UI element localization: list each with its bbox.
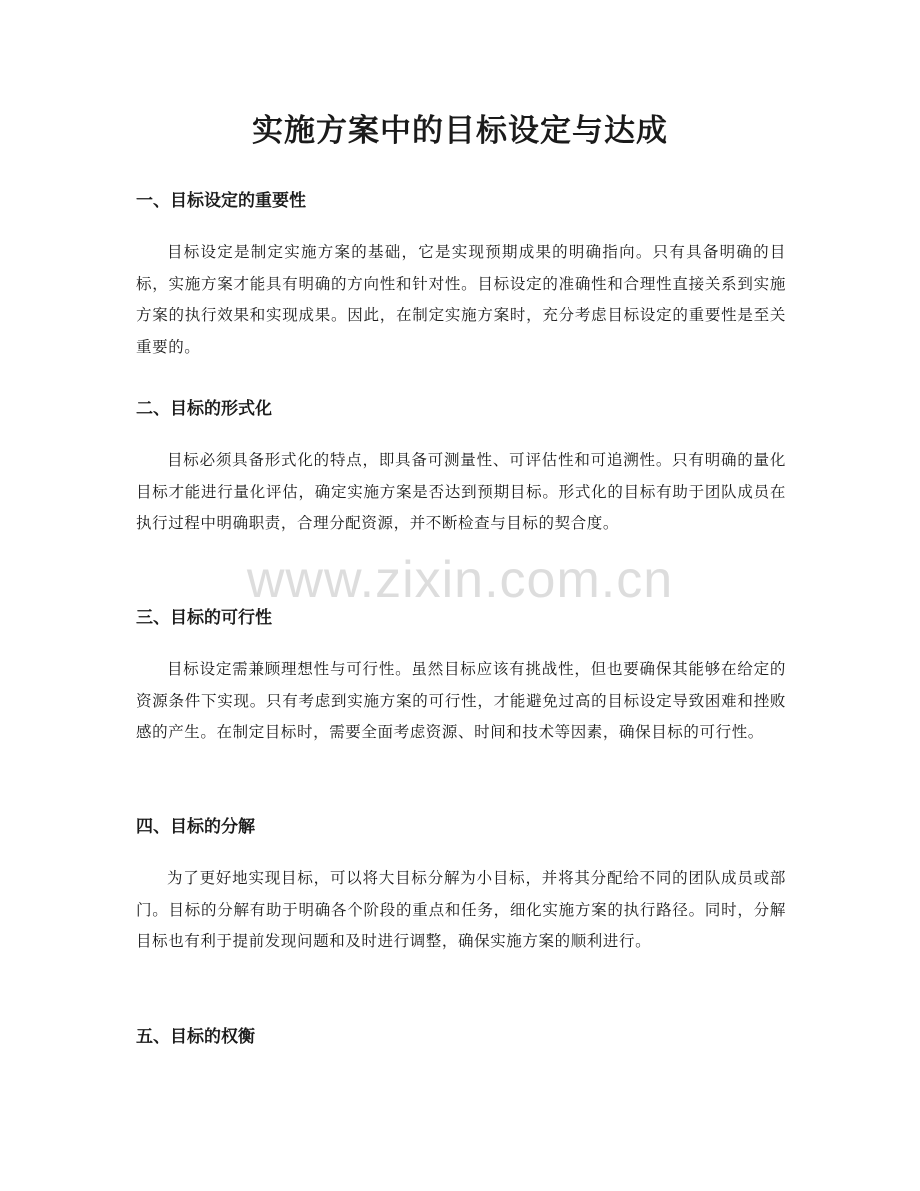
watermark: www.zixin.com.cn (246, 551, 674, 609)
section-heading: 四、目标的分解 (136, 817, 255, 837)
section-2 (136, 397, 786, 540)
section-4 (136, 815, 786, 958)
section-paragraph: 目标设定需兼顾理想性与可行性。虽然目标应该有挑战性，但也要确保其能够在给定的资源条件下实现。只有考虑到实施方案的可行性，才能避免过高的目标设定导致困难和挫败感的产生。在制定目标时，需要全面考虑资源、时间和技术等因素，确保目标的可行性。 (136, 660, 786, 742)
page-title: 实施方案中的目标设定与达成 (252, 113, 668, 149)
section-1 (136, 189, 786, 363)
section-5 (136, 1025, 786, 1049)
section-heading: 五、目标的权衡 (136, 1027, 255, 1047)
section-3 (136, 606, 786, 749)
section-heading: 一、目标设定的重要性 (136, 191, 306, 211)
section-heading: 三、目标的可行性 (136, 608, 272, 628)
section-paragraph: 目标设定是制定实施方案的基础，它是实现预期成果的明确指向。只有具备明确的目标，实施方案才能具有明确的方向性和针对性。目标设定的准确性和合理性直接关系到实施方案的执行效果和实现成果。因此，在制定实施方案时，充分考虑目标设定的重要性是至关重要的。 (136, 243, 786, 356)
section-heading: 二、目标的形式化 (136, 399, 272, 419)
section-paragraph: 为了更好地实现目标，可以将大目标分解为小目标，并将其分配给不同的团队成员或部门。目标的分解有助于明确各个阶段的重点和任务，细化实施方案的执行路径。同时，分解目标也有利于提前发现问题和及时进行调整，确保实施方案的顺利进行。 (136, 869, 786, 951)
section-paragraph: 目标必须具备形式化的特点，即具备可测量性、可评估性和可追溯性。只有明确的量化目标才能进行量化评估，确定实施方案是否达到预期目标。形式化的目标有助于团队成员在执行过程中明确职责，合理分配资源，并不断检查与目标的契合度。 (136, 451, 786, 533)
